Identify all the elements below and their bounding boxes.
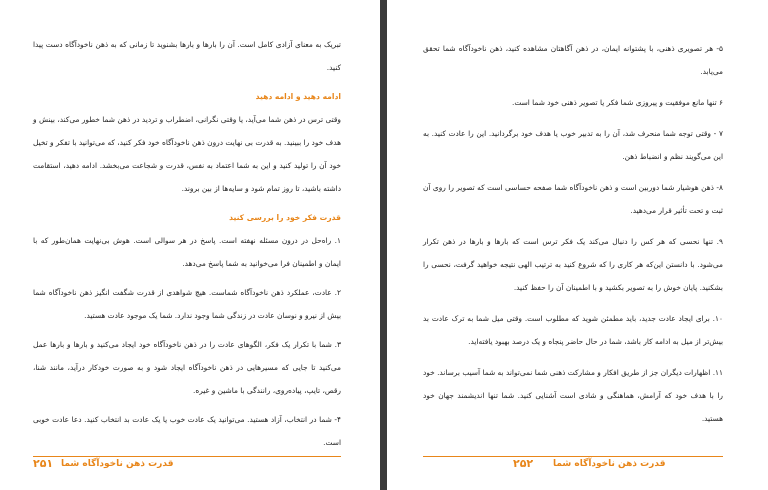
paragraph: ۴- شما در انتخاب، آزاد هستید. می‌توانید یک عادت خوب یا یک عادت بد انتخاب کنید. دعا عادت خوبی است. — [33, 415, 341, 447]
right-page — [387, 0, 768, 490]
section-heading: ادامه دهید و ادامه دهید — [255, 92, 341, 101]
section-heading: قدرت فکر خود را بررسی کنید — [229, 213, 341, 222]
right-page-footer — [423, 456, 723, 474]
left-page-body — [33, 33, 341, 460]
paragraph: ۸- ذهن هوشیار شما دوربین است و ذهن ناخودآگاه شما صفحه حساسی است که تصویر را روی آن ثبت و تحت تأثیر قرار می‌دهید. — [423, 183, 723, 215]
paragraph: وقتی ترس در ذهن شما می‌آید، یا وقتی نگرانی، اضطراب و تردید در ذهن شما خطور می‌کند، بینش و هدف خود را ببینید. به قدرت بی نهایت درون ذهن ناخودآگاه خود فکر کنید، که می‌توانید با تفکر و تخیل خود آن را تولید کنید و این به شما اعتماد به نفس، قدرت و شجاعت می‌بخشد. ادامه دهید، استقامت داشته باشید، تا روز تمام شود و سایه‌ها از بین بروند. — [33, 115, 341, 193]
paragraph: ۳. شما با تکرار یک فکر، الگوهای عادت را در ذهن ناخودآگاه خود ایجاد می‌کنید و بارها و بارها عمل می‌کنید تا جایی که مسیرهایی در ذهن ناخودآگاه ایجاد شود و به صورت خودکار درآید، مانند شنا، رقص، تایپ، پیاده‌روی، رانندگی با ماشین و غیره. — [33, 340, 341, 395]
left-page — [0, 0, 380, 490]
page-number: ۲۵۱ — [33, 457, 54, 470]
paragraph: ۱. راه‌حل در درون مسئله نهفته است. پاسخ در هر سوالی است. هوش بی‌نهایت همان‌طور که با ایمان و اطمینان فرا می‌خوانید به شما پاسخ می‌دهد. — [33, 236, 341, 268]
running-title: قدرت ذهن ناخودآگاه شما — [553, 459, 666, 469]
paragraph: ۵- هر تصویری ذهنی، با پشتوانه ایمان، در ذهن آگاهتان مشاهده کنید، ذهن ناخودآگاه شما تحقق می‌یابد. — [423, 44, 723, 76]
page-number: ۲۵۲ — [513, 457, 534, 470]
paragraph: ۲. عادت، عملکرد ذهن ناخودآگاه شماست. هیچ شواهدی از قدرت شگفت انگیز ذهن ناخودآگاه شما بیش از نیرو و نوسان عادت در زندگی شما وجود ندارد. شما یک موجود عادت هستید. — [33, 288, 341, 320]
paragraph: ۱۰. برای ایجاد عادت جدید، باید مطمئن شوید که مطلوب است. وقتی میل شما به ترک عادت بد بیش‌تر از میل به ادامه کار باشد، شما در حال حاضر پنجاه و یک درصد بهبود یافته‌اید. — [423, 314, 723, 346]
left-page-footer — [33, 456, 341, 474]
paragraph: ۶ تنها مانع موفقیت و پیروزی شما فکر یا تصویر ذهنی خود شما است. — [511, 98, 723, 107]
paragraph: تبریک به معنای آزادی کامل است. آن را بارها و بارها بشنوید تا زمانی که به ذهن ناخودآگاه دست پیدا کنید. — [33, 40, 341, 72]
right-page-body — [423, 37, 723, 438]
paragraph: ۱۱. اظهارات دیگران جز از طریق افکار و مشارکت ذهنی شما نمی‌تواند به شما آسیب برساند. خود را با هدف خود که آرامش، هماهنگی و شادی است آشنایی کنید. شما تنها اندیشمند جهان خود هستید. — [423, 368, 723, 423]
running-title: قدرت ذهن ناخودآگاه شما — [61, 459, 174, 469]
book-spine — [380, 0, 387, 490]
paragraph: ۷ - وقتی توجه شما منحرف شد، آن را به تدبیر خوب یا هدف خود برگردانید. این را عادت کنید. به این می‌گویند نظم و انضباط ذهن. — [423, 129, 723, 161]
paragraph: ۹. تنها نحسی که هر کس را دنبال می‌کند یک فکر ترس است که بارها و بارها در ذهن تکرار می‌شود. با دانستن این‌که هر کاری را که شروع کنید به ترتیب الهی نتیجه خواهید گرفت، نحسی را بشکنید. پایان خوش را به تصویر بکشید و با اطمینان آن را حفظ کنید. — [423, 237, 723, 292]
